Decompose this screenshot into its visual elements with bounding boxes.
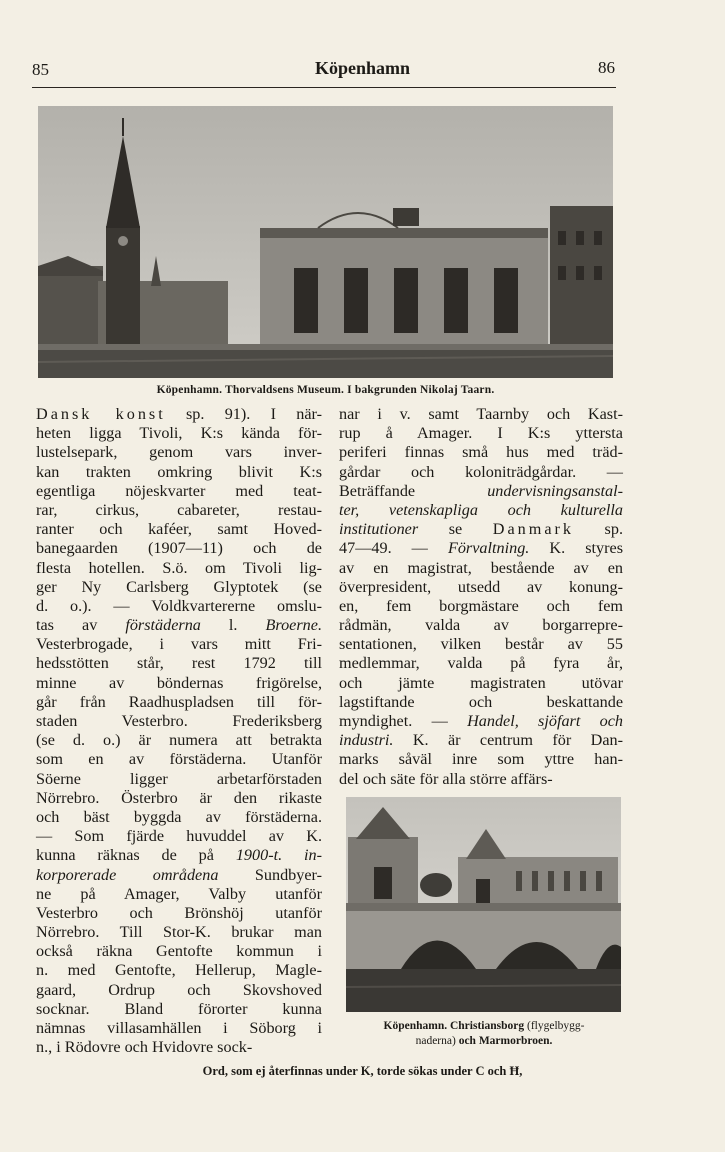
text-run: sp. 91). I när- xyxy=(165,405,322,423)
text-line xyxy=(36,539,322,558)
text-run: nämnas villasamhällen i Söborg i xyxy=(36,1019,322,1037)
text-run: n. med Gentofte, Hellerup, Magle- xyxy=(36,961,322,980)
text-run: en, fem borgmästare och fem xyxy=(339,596,623,615)
text-line xyxy=(339,635,623,654)
text-run: går från Raadhuspladsen till för- xyxy=(36,692,322,711)
text-run: K. styres xyxy=(529,539,623,558)
text-run: rar, cirkus, cabareter, restau- xyxy=(36,500,322,519)
text-run: sp. xyxy=(574,520,623,539)
caption-part: naderna) xyxy=(415,1035,456,1047)
text-run: marks såväl inre som yttre han- xyxy=(339,750,623,769)
caption-part: (flygelbygg- xyxy=(526,1020,585,1032)
caption-part: och Marmorbroen. xyxy=(458,1035,553,1047)
text-line xyxy=(36,482,322,501)
left-text-column xyxy=(36,405,322,1057)
text-run: minne av böndernas frigörelse, xyxy=(36,673,322,692)
right-text-column xyxy=(339,405,623,789)
text-line xyxy=(36,424,322,443)
text-run: rup å Amager. I K:s yttersta xyxy=(339,424,623,443)
text-line xyxy=(339,616,623,635)
text-run: socknar. Bland förorter kunna xyxy=(36,999,322,1018)
text-line xyxy=(36,942,322,961)
text-run: och jämte magistraten utövar xyxy=(339,673,623,692)
text-line xyxy=(36,635,322,654)
italic-text: undervisningsanstal- xyxy=(487,481,623,500)
text-line xyxy=(36,712,322,731)
text-line xyxy=(339,750,623,769)
text-run: Vesterbro och Brönshöj utanför xyxy=(36,903,322,922)
text-line xyxy=(36,693,322,712)
text-line xyxy=(36,616,322,635)
text-run: d. o.). — Voldkvartererne omslu- xyxy=(36,596,322,615)
text-run: — Som fjärde huvuddel av K. xyxy=(36,827,322,846)
text-line xyxy=(36,654,322,673)
text-line xyxy=(339,597,623,616)
text-line xyxy=(339,405,623,424)
museum-photo-drawing xyxy=(38,106,613,378)
text-run: 47—49. — xyxy=(339,539,448,558)
text-run: ne på Amager, Valby utanför xyxy=(36,884,322,903)
italic-text: ter, vetenskapliga och kulturella xyxy=(339,500,623,519)
text-line xyxy=(339,712,623,731)
text-run: gaard, Ordrup och Skovshoved xyxy=(36,980,322,999)
text-run: Nörrebro. Österbro är den rikaste xyxy=(36,788,322,807)
text-line xyxy=(339,463,623,482)
museum-photo-caption: Köpenhamn. Thorvaldsens Museum. I bakgrunden Nikolaj Taarn. xyxy=(156,384,495,396)
text-line xyxy=(36,578,322,597)
christiansborg-photo-drawing xyxy=(346,797,621,1012)
text-run: myndighet. — xyxy=(339,712,468,730)
museum-photo xyxy=(38,106,613,378)
text-line xyxy=(36,750,322,769)
text-run: (se d. o.) är numera att betrakta xyxy=(36,731,322,750)
text-line xyxy=(36,827,322,846)
text-run: se xyxy=(418,520,493,539)
text-line xyxy=(36,463,322,482)
text-run: K. är centrum för Dan- xyxy=(393,731,623,750)
italic-text: institutioner xyxy=(339,520,419,539)
text-line xyxy=(36,1038,322,1057)
christiansborg-photo xyxy=(346,797,621,1012)
text-run: Danmark xyxy=(492,520,574,539)
footer-note: Ord, som ej återfinnas under K, torde sökas under C och Ħ, xyxy=(202,1064,523,1078)
text-run: egentliga nöjeskvarter med teat- xyxy=(36,481,322,500)
text-line xyxy=(339,693,623,712)
text-line xyxy=(339,482,623,501)
text-line xyxy=(36,904,322,923)
text-line xyxy=(36,520,322,539)
text-run: Vesterbrogade, i vars mitt Fri- xyxy=(36,635,322,654)
text-line xyxy=(36,789,322,808)
text-run: ranter och kaféer, samt Hoved- xyxy=(36,520,322,539)
text-run: banegaarden (1907—11) och de xyxy=(36,539,322,558)
text-line xyxy=(36,846,322,865)
text-line xyxy=(36,405,322,424)
text-line xyxy=(36,443,322,462)
text-line xyxy=(339,654,623,673)
header-rule xyxy=(32,87,616,88)
text-run: rådmän, valda av borgarrepre- xyxy=(339,616,623,635)
text-run: Beträffande xyxy=(339,481,488,500)
text-line xyxy=(339,674,623,693)
text-run: l. xyxy=(200,616,266,635)
text-run: nar i v. samt Taarnby och Kast- xyxy=(339,405,623,423)
text-run: Sundbyer- xyxy=(218,865,322,884)
text-run: n., i Rödovre och Hvidovre sock- xyxy=(36,1038,253,1057)
text-line xyxy=(36,885,322,904)
page-number-left: 85 xyxy=(32,60,49,79)
text-line xyxy=(36,674,322,693)
text-line xyxy=(36,961,322,980)
text-run: som en av förstäderna. Utanför xyxy=(36,750,322,769)
italic-text: Förvaltning. xyxy=(447,539,530,558)
italic-text: förstäderna xyxy=(125,616,201,635)
text-line xyxy=(339,424,623,443)
text-line xyxy=(36,597,322,616)
text-run: och bäst byggda av förstäderna. xyxy=(36,807,322,826)
text-line xyxy=(339,578,623,597)
text-run: sentationen, vilken består av 55 xyxy=(339,635,623,654)
italic-text: Handel, sjöfart och xyxy=(467,712,623,730)
text-line xyxy=(36,808,322,827)
text-line xyxy=(339,770,623,789)
text-line xyxy=(339,443,623,462)
text-line xyxy=(36,501,322,520)
text-run: periferi finnas små hus med träd- xyxy=(339,443,623,462)
text-line xyxy=(339,520,623,539)
text-run: Nörrebro. Till Stor-K. brukar man xyxy=(36,923,322,942)
italic-text: Broerne. xyxy=(265,616,322,635)
text-line xyxy=(339,501,623,520)
text-line xyxy=(36,770,322,789)
text-run: heten ligga Tivoli, K:s kända för- xyxy=(36,424,322,443)
text-run: Dansk konst xyxy=(36,405,166,423)
text-run: överpresident, utsedd av konung- xyxy=(339,577,623,596)
caption-part: Köpenhamn. Christiansborg xyxy=(383,1020,525,1032)
text-line xyxy=(339,559,623,578)
text-line xyxy=(36,731,322,750)
text-run: Söerne ligger arbetarförstaden xyxy=(36,769,322,788)
text-line xyxy=(36,1019,322,1038)
text-run: medlemmar, valda på fyra år, xyxy=(339,654,623,673)
text-run: ger Ny Carlsberg Glyptotek (se xyxy=(36,577,322,596)
christiansborg-photo-caption xyxy=(340,1019,628,1049)
text-line xyxy=(36,981,322,1000)
text-run: flesta hotellen. S.ö. om Tivoli lig- xyxy=(36,558,322,577)
text-line xyxy=(36,923,322,942)
text-line xyxy=(36,866,322,885)
text-line xyxy=(36,1000,322,1019)
text-run: lagstiftande och beskattande xyxy=(339,692,623,711)
text-line xyxy=(36,559,322,578)
text-run: staden Vesterbro. Frederiksberg xyxy=(36,712,322,730)
text-line xyxy=(339,731,623,750)
text-run: kunna räknas de på xyxy=(36,846,236,865)
text-run: tas av xyxy=(36,616,126,635)
text-run: hedsstötten står, rest 1792 till xyxy=(36,654,322,673)
page-number-right: 86 xyxy=(598,58,615,77)
running-title: Köpenhamn xyxy=(314,58,411,78)
text-run: av en magistrat, bestående av en xyxy=(339,558,623,577)
text-run: lustelsepark, genom vars inver- xyxy=(36,443,322,462)
text-run: del och säte för alla större affärs- xyxy=(339,769,553,788)
text-run: gårdar och koloniträdgårdar. — xyxy=(339,462,623,481)
italic-text: 1900-t. in- xyxy=(235,846,322,865)
text-run: kan trakten omkring blivit K:s xyxy=(36,462,322,481)
italic-text: industri. xyxy=(339,731,394,750)
text-line xyxy=(339,539,623,558)
italic-text: korporerade områdena xyxy=(36,865,219,884)
text-run: också räkna Gentofte kommun i xyxy=(36,942,322,961)
